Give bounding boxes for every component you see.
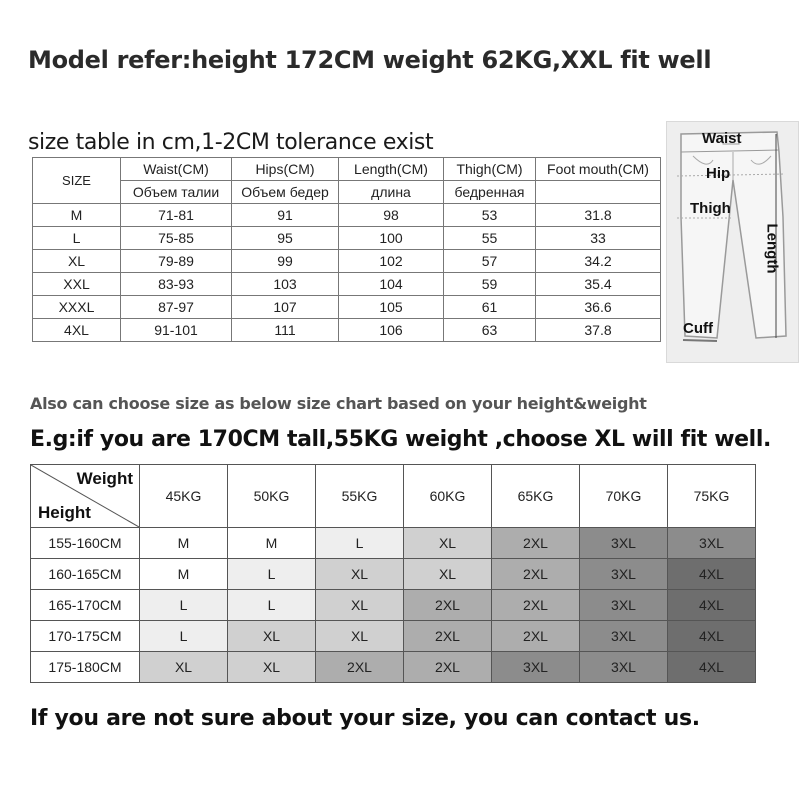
measurement-cell: 106 [339, 319, 444, 342]
size-recommendation-cell: 3XL [580, 528, 668, 559]
measurement-cell: 102 [339, 250, 444, 273]
measurement-cell: 59 [444, 273, 536, 296]
col-header-thigh-ru: бедренная [444, 181, 536, 204]
measurement-cell: 31.8 [536, 204, 661, 227]
weight-header-row [31, 465, 756, 528]
weight-header-cell: 55KG [316, 465, 404, 528]
size-recommendation-cell: 2XL [492, 590, 580, 621]
measurement-cell: 103 [232, 273, 339, 296]
height-cell: 165-170CM [31, 590, 140, 621]
col-header-length-ru: длина [339, 181, 444, 204]
weight-header-cell: 75KG [668, 465, 756, 528]
size-recommendation-cell: 4XL [668, 590, 756, 621]
measurement-cell: 91-101 [121, 319, 232, 342]
size-recommendation-cell: 3XL [580, 621, 668, 652]
size-table-header-en [33, 158, 661, 181]
height-cell: 175-180CM [31, 652, 140, 683]
measurement-cell: 99 [232, 250, 339, 273]
measurement-cell: 104 [339, 273, 444, 296]
measurement-cell: 36.6 [536, 296, 661, 319]
weight-header-cell: 60KG [404, 465, 492, 528]
measurement-cell: 37.8 [536, 319, 661, 342]
size-example: E.g:if you are 170CM tall,55KG weight ,choose XL will fit well. [30, 427, 771, 452]
height-cell: 160-165CM [31, 559, 140, 590]
hip-label: Hip [706, 165, 731, 182]
size-recommendation-cell: 4XL [668, 652, 756, 683]
size-cell: M [33, 204, 121, 227]
size-recommendation-cell: L [140, 590, 228, 621]
col-header-foot-mouth-ru [536, 181, 661, 204]
measurement-cell: 105 [339, 296, 444, 319]
weight-label: Weight [76, 469, 133, 488]
contact-note: If you are not sure about your size, you can contact us. [30, 706, 700, 731]
col-header-foot-mouth: Foot mouth(CM) [536, 158, 661, 181]
measurement-cell: 98 [339, 204, 444, 227]
size-recommendation-cell: L [228, 590, 316, 621]
table-row [31, 528, 756, 559]
table-row [31, 652, 756, 683]
measurement-cell: 55 [444, 227, 536, 250]
cuff-label: Cuff [683, 320, 713, 337]
measurement-cell: 79-89 [121, 250, 232, 273]
measurement-cell: 61 [444, 296, 536, 319]
table-row [31, 621, 756, 652]
size-recommendation-cell: 3XL [580, 590, 668, 621]
height-cell: 170-175CM [31, 621, 140, 652]
size-cell: XXL [33, 273, 121, 296]
thigh-label: Thigh [690, 200, 731, 217]
table-row [33, 204, 661, 227]
size-recommendation-cell: 2XL [492, 559, 580, 590]
measurement-cell: 33 [536, 227, 661, 250]
measurement-cell: 95 [232, 227, 339, 250]
measurement-cell: 63 [444, 319, 536, 342]
measurement-cell: 87-97 [121, 296, 232, 319]
weight-header-cell: 50KG [228, 465, 316, 528]
measurement-cell: 35.4 [536, 273, 661, 296]
size-header: SIZE [33, 158, 121, 204]
size-table-header-ru [33, 181, 661, 204]
size-recommendation-cell: M [140, 559, 228, 590]
measurement-cell: 100 [339, 227, 444, 250]
table-row [33, 227, 661, 250]
measurement-cell: 53 [444, 204, 536, 227]
table-row [31, 559, 756, 590]
height-cell: 155-160CM [31, 528, 140, 559]
size-recommendation-cell: 3XL [668, 528, 756, 559]
measurement-cell: 107 [232, 296, 339, 319]
size-recommendation-cell: 2XL [316, 652, 404, 683]
size-recommendation-cell: L [228, 559, 316, 590]
size-table-caption: size table in cm,1-2CM tolerance exist [28, 130, 434, 155]
measurement-cell: 75-85 [121, 227, 232, 250]
corner-cell [31, 465, 140, 528]
height-label: Height [38, 503, 91, 522]
weight-header-cell: 65KG [492, 465, 580, 528]
measurement-cell: 34.2 [536, 250, 661, 273]
size-recommendation-cell: XL [404, 559, 492, 590]
col-header-hips-ru: Объем бедер [232, 181, 339, 204]
size-recommendation-cell: XL [228, 652, 316, 683]
size-recommendation-cell: 3XL [492, 652, 580, 683]
measurement-cell: 111 [232, 319, 339, 342]
size-recommendation-cell: XL [316, 559, 404, 590]
pants-diagram [666, 121, 799, 363]
table-row [33, 319, 661, 342]
weight-header-cell: 45KG [140, 465, 228, 528]
col-header-waist-ru: Объем талии [121, 181, 232, 204]
size-recommendation-cell: 2XL [404, 621, 492, 652]
size-table [32, 157, 661, 342]
size-cell: L [33, 227, 121, 250]
col-header-hips: Hips(CM) [232, 158, 339, 181]
size-recommendation-cell: 2XL [404, 590, 492, 621]
model-reference-title: Model refer:height 172CM weight 62KG,XXL fit well [28, 46, 712, 74]
size-recommendation-cell: M [228, 528, 316, 559]
size-recommendation-cell: 3XL [580, 559, 668, 590]
size-recommendation-cell: XL [404, 528, 492, 559]
size-recommendation-cell: 2XL [492, 621, 580, 652]
size-recommendation-cell: 4XL [668, 621, 756, 652]
size-cell: 4XL [33, 319, 121, 342]
size-recommendation-cell: XL [228, 621, 316, 652]
size-cell: XL [33, 250, 121, 273]
size-chart-note: Also can choose size as below size chart based on your height&weight [30, 394, 647, 413]
measurement-cell: 83-93 [121, 273, 232, 296]
table-row [33, 273, 661, 296]
col-header-length: Length(CM) [339, 158, 444, 181]
height-weight-body [31, 528, 756, 683]
col-header-thigh: Thigh(CM) [444, 158, 536, 181]
table-row [31, 590, 756, 621]
length-label: Length [763, 223, 781, 274]
size-cell: XXXL [33, 296, 121, 319]
size-recommendation-cell: L [316, 528, 404, 559]
size-recommendation-cell: 3XL [580, 652, 668, 683]
measurement-cell: 71-81 [121, 204, 232, 227]
size-recommendation-cell: XL [316, 590, 404, 621]
measurement-cell: 91 [232, 204, 339, 227]
height-weight-table [30, 464, 756, 683]
size-recommendation-cell: 4XL [668, 559, 756, 590]
col-header-waist: Waist(CM) [121, 158, 232, 181]
waist-label: Waist [702, 130, 742, 147]
size-recommendation-cell: M [140, 528, 228, 559]
size-table-body [33, 204, 661, 342]
measurement-cell: 57 [444, 250, 536, 273]
table-row [33, 250, 661, 273]
size-recommendation-cell: XL [316, 621, 404, 652]
size-recommendation-cell: XL [140, 652, 228, 683]
weight-header-cell: 70KG [580, 465, 668, 528]
size-recommendation-cell: L [140, 621, 228, 652]
size-recommendation-cell: 2XL [492, 528, 580, 559]
size-recommendation-cell: 2XL [404, 652, 492, 683]
table-row [33, 296, 661, 319]
